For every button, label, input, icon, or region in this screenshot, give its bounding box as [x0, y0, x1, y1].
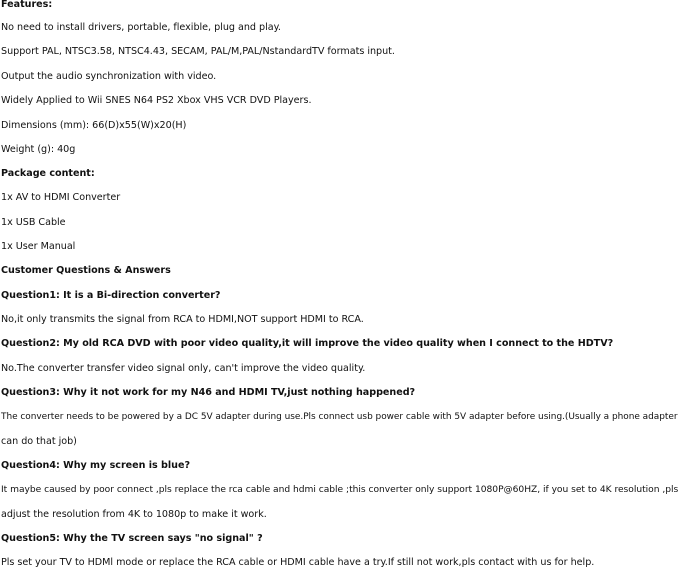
- feature-item: Support PAL, NTSC3.58, NTSC4.43, SECAM, PAL/M,PAL/NstandardTV formats input.: [1, 46, 395, 57]
- package-item: 1x AV to HDMI Converter: [1, 192, 121, 203]
- answer-1: No,it only transmits the signal from RCA to HDMI,NOT support HDMI to RCA.: [1, 314, 364, 325]
- package-item: 1x USB Cable: [1, 217, 66, 228]
- answer-5: Pls set your TV to HDMl mode or replace the RCA cable or HDMI cable have a try.If still not work,pls contact with us for help.: [1, 557, 595, 568]
- feature-item: No need to install drivers, portable, flexible, plug and play.: [1, 22, 281, 33]
- answer-3-line-2: can do that job): [1, 436, 77, 447]
- question-3: Question3: Why it not work for my N46 and HDMI TV,just nothing happened?: [1, 387, 416, 398]
- question-4: Question4: Why my screen is blue?: [1, 460, 190, 471]
- question-2: Question2: My old RCA DVD with poor video quality,it will improve the video quality when I connect to the HDTV?: [1, 338, 614, 349]
- qa-heading: Customer Questions & Answers: [1, 265, 171, 276]
- question-5: Question5: Why the TV screen says "no signal" ?: [1, 533, 263, 544]
- package-heading: Package content:: [1, 168, 95, 179]
- feature-item: Widely Applied to Wii SNES N64 PS2 Xbox VHS VCR DVD Players.: [1, 95, 312, 106]
- package-item: 1x User Manual: [1, 241, 76, 252]
- features-heading: Features:: [1, 0, 53, 10]
- answer-4-line-2: adjust the resolution from 4K to 1080p to make it work.: [1, 509, 267, 520]
- answer-2: No.The converter transfer video signal only, can't improve the video quality.: [1, 363, 366, 374]
- feature-item: Weight (g): 40g: [1, 144, 76, 155]
- question-1: Question1: It is a Bi-direction converter?: [1, 290, 221, 301]
- feature-item: Dimensions (mm): 66(D)x55(W)x20(H): [1, 120, 187, 131]
- feature-item: Output the audio synchronization with video.: [1, 71, 217, 82]
- answer-3-line-1: The converter needs to be powered by a DC 5V adapter during use.Pls connect usb power cable with 5V adapter before using.(Usually a phone adapter: [1, 412, 678, 422]
- answer-4-line-1: It maybe caused by poor connect ,pls replace the rca cable and hdmi cable ;this converter only support 1080P@60HZ, if you set to 4K resolution ,pls: [1, 485, 679, 495]
